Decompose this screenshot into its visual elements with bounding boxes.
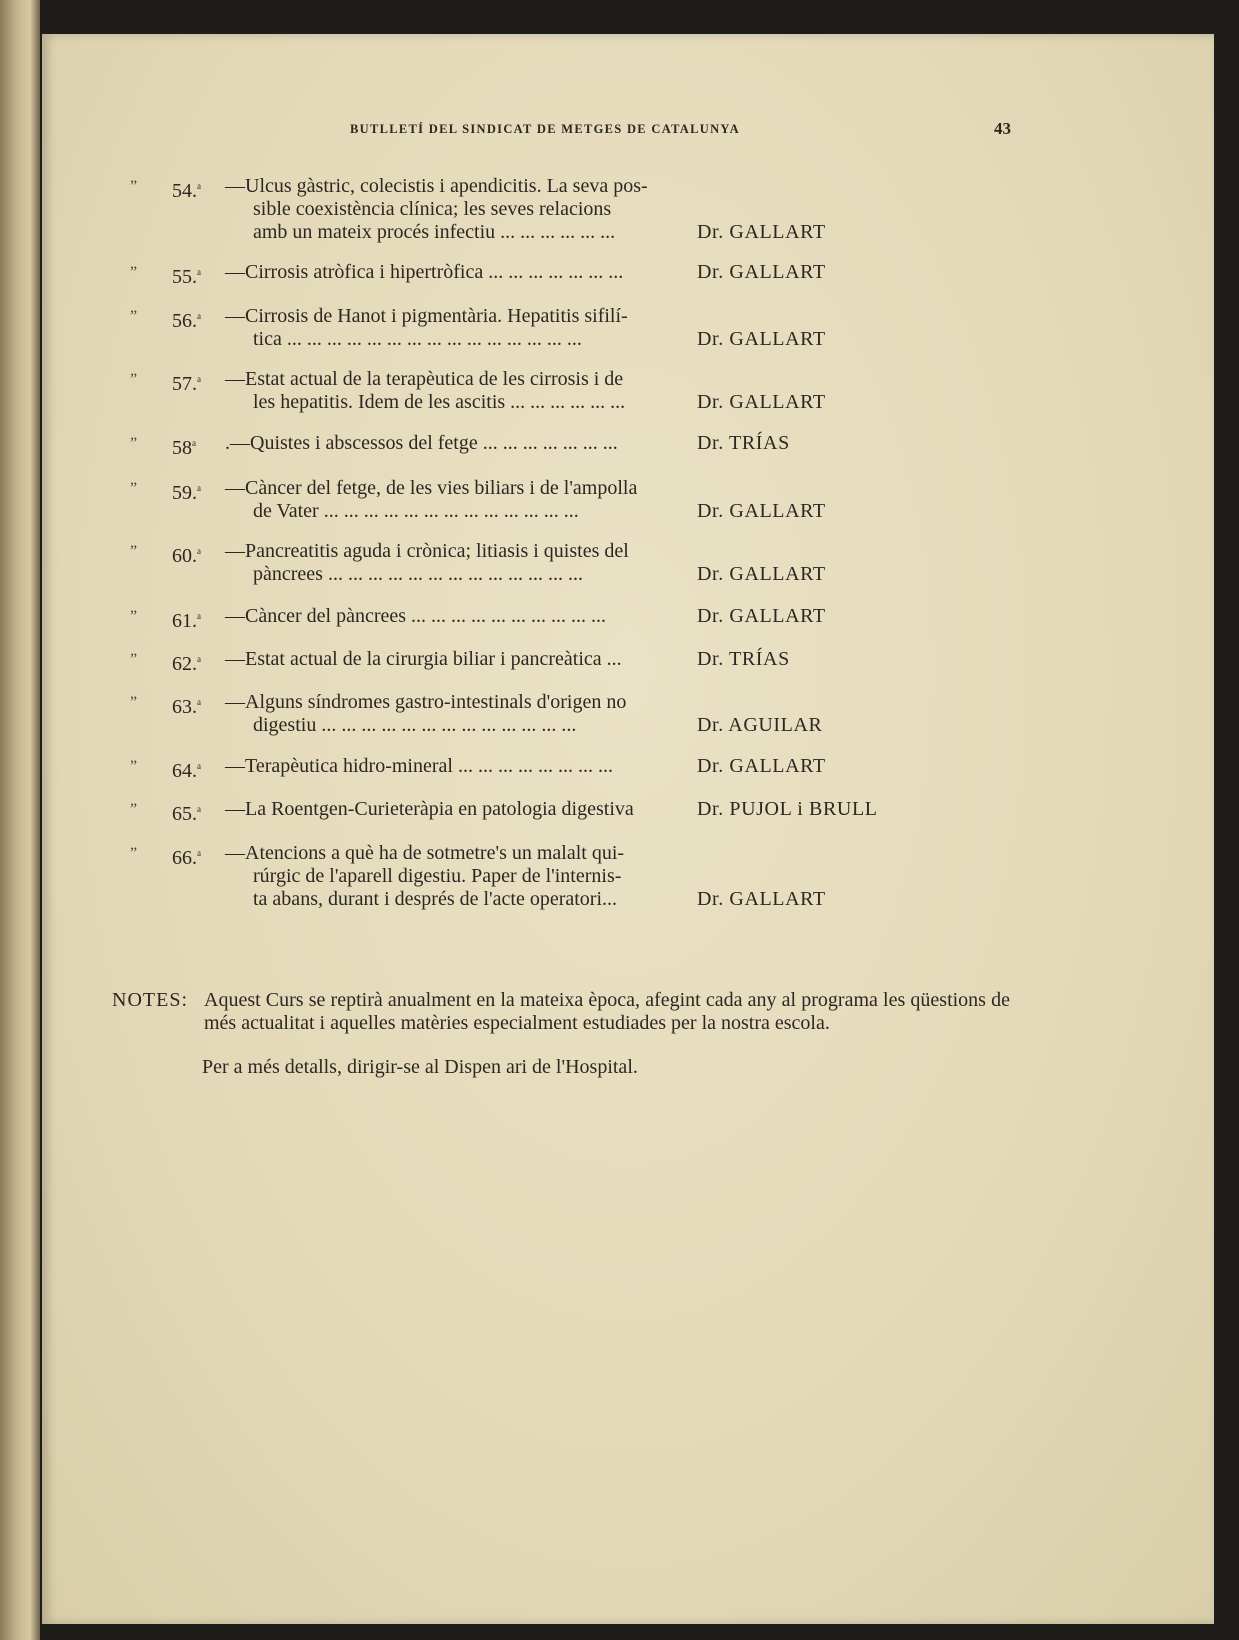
ditto-mark: ” [130,543,138,560]
ordinal-superscript: a [192,438,196,448]
lecture-title-line: —Càncer del fetge, de les vies biliars i de l'ampolla [225,477,638,499]
lecture-number [172,605,201,633]
lecture-number [172,842,201,870]
lecturer-name: Dr. GALLART [697,755,826,777]
lecture-title-line: les hepatitis. Idem de les ascitis ... ... ... ... ... ... [253,391,626,413]
lecture-title-line: digestiu ... ... ... ... ... ... ... ... ... ... ... ... ... [253,714,577,736]
lecture-title [225,540,665,586]
ditto-mark: ” [130,801,138,818]
lecturer-name: Dr. GALLART [697,221,826,243]
ordinal-superscript: a [197,311,201,321]
lecturer-name: Dr. GALLART [697,328,826,350]
lecture-title [225,648,665,671]
lecture-number [172,432,196,460]
ditto-mark: ” [130,608,138,625]
lecture-title-line: —Ulcus gàstric, colecistis i apendicitis. La seva pos- [225,175,648,197]
ditto-mark: ” [130,758,138,775]
lecture-number [172,755,201,783]
lecture-title [225,755,665,778]
ditto-mark: ” [130,651,138,668]
ordinal-superscript: a [197,374,201,384]
lecture-title-line: —Pancreatitis aguda i crònica; litiasis i quistes del [225,540,629,562]
lecture-title [225,691,665,737]
lecture-number [172,175,201,203]
ordinal-superscript: a [197,181,201,191]
lecture-number [172,477,201,505]
lecture-title [225,798,665,821]
ditto-mark: ” [130,371,138,388]
lecture-number [172,691,201,719]
book-spine [0,0,40,1640]
lecture-title-line: .—Quistes i abscessos del fetge ... ... ... ... ... ... ... [225,432,618,454]
document-page [42,34,1214,1624]
lecture-number-text: 56. [172,310,197,332]
ditto-mark: ” [130,178,138,195]
lecture-title [225,605,665,628]
lecture-title-line: pàncrees ... ... ... ... ... ... ... ... ... ... ... ... ... [253,563,583,585]
page-number: 43 [994,119,1011,138]
ordinal-superscript: a [197,654,201,664]
ditto-mark: ” [130,845,138,862]
lecture-title-line: amb un mateix procés infectiu ... ... ... ... ... ... [253,221,616,243]
lecturer-name: Dr. GALLART [697,500,826,522]
lecture-number-text: 57. [172,373,197,395]
lecture-number-text: 63. [172,696,197,718]
lecture-title [225,305,665,351]
lecture-number [172,368,201,396]
lecture-number-text: 66. [172,847,197,869]
lecturer-name: Dr. GALLART [697,261,826,283]
lecturer-name: Dr. GALLART [697,563,826,585]
lecture-number-text: 54. [172,180,197,202]
lecture-number-text: 64. [172,760,197,782]
lecture-number [172,798,201,826]
ordinal-superscript: a [197,546,201,556]
running-header [42,119,1214,142]
lecture-number [172,540,201,568]
lecture-title-line: —Estat actual de la terapèutica de les cirrosis i de [225,368,624,390]
lecture-title-line: tica ... ... ... ... ... ... ... ... ... ... ... ... ... ... ... [253,328,582,350]
lecturer-name: Dr. GALLART [697,391,826,413]
lecture-title-line: de Vater ... ... ... ... ... ... ... ... ... ... ... ... ... [253,500,579,522]
ditto-mark: ” [130,435,138,452]
notes-body: Aquest Curs se reptirà anualment en la mateixa època, afegint cada any al programa les qüestions de més actualitat i aquelles matèries especialment estudiades per la nostra escola. [204,989,1010,1034]
lecture-title-line: sible coexistència clínica; les seves relacions [253,198,612,220]
lecture-number-text: 55. [172,266,197,288]
lecture-number-text: 65. [172,803,197,825]
lecture-title-line: —La Roentgen-Curieteràpia en patologia digestiva [225,798,634,820]
notes-label: NOTES: [112,989,188,1011]
lecturer-name: Dr. GALLART [697,888,826,910]
ordinal-superscript: a [197,804,201,814]
lecturer-name: Dr. TRÍAS [697,432,790,454]
ditto-mark: ” [130,308,138,325]
ordinal-superscript: a [197,697,201,707]
lecture-title-line: rúrgic de l'aparell digestiu. Paper de l'internis- [253,865,622,887]
lecture-number [172,261,201,289]
lecturer-name: Dr. AGUILAR [697,714,823,736]
lecture-number [172,305,201,333]
ordinal-superscript: a [197,267,201,277]
lecture-title [225,477,665,523]
lecture-number-text: 60. [172,545,197,567]
lecture-title-line: —Atencions a què ha de sotmetre's un malalt qui- [225,842,625,864]
lecture-title [225,432,665,455]
lecturer-name: Dr. GALLART [697,605,826,627]
ordinal-superscript: a [197,611,201,621]
lecture-title-line: ta abans, durant i després de l'acte operatori... [253,888,618,910]
ordinal-superscript: a [197,483,201,493]
lecture-title [225,842,665,911]
lecture-number-text: 58 [172,437,192,459]
notes-contact: Per a més detalls, dirigir-se al Dispen ari de l'Hospital. [202,1056,638,1078]
lecture-title-line: —Cirrosis de Hanot i pigmentària. Hepatitis sifilí- [225,305,628,327]
lecturer-name: Dr. PUJOL i BRULL [697,798,878,820]
lecture-number-text: 59. [172,482,197,504]
lecture-number-text: 61. [172,610,197,632]
lecture-title-line: —Alguns síndromes gastro-intestinals d'origen no [225,691,627,713]
lecture-title [225,368,665,414]
lecture-title-line: —Estat actual de la cirurgia biliar i pancreàtica ... [225,648,622,670]
lecture-title-line: —Terapèutica hidro-mineral ... ... ... ... ... ... ... ... [225,755,613,777]
ditto-mark: ” [130,264,138,281]
ditto-mark: ” [130,480,138,497]
lecture-number [172,648,201,676]
lecturer-name: Dr. TRÍAS [697,648,790,670]
lecture-title [225,175,665,244]
lecture-title-line: —Càncer del pàncrees ... ... ... ... ... ... ... ... ... ... [225,605,607,627]
lecture-title-line: —Cirrosis atròfica i hipertròfica ... ... ... ... ... ... ... [225,261,624,283]
journal-title: BUTLLETÍ DEL SINDICAT DE METGES DE CATALUNYA [350,122,740,136]
ditto-mark: ” [130,694,138,711]
lecture-title [225,261,665,284]
ordinal-superscript: a [197,848,201,858]
lecture-number-text: 62. [172,653,197,675]
ordinal-superscript: a [197,761,201,771]
